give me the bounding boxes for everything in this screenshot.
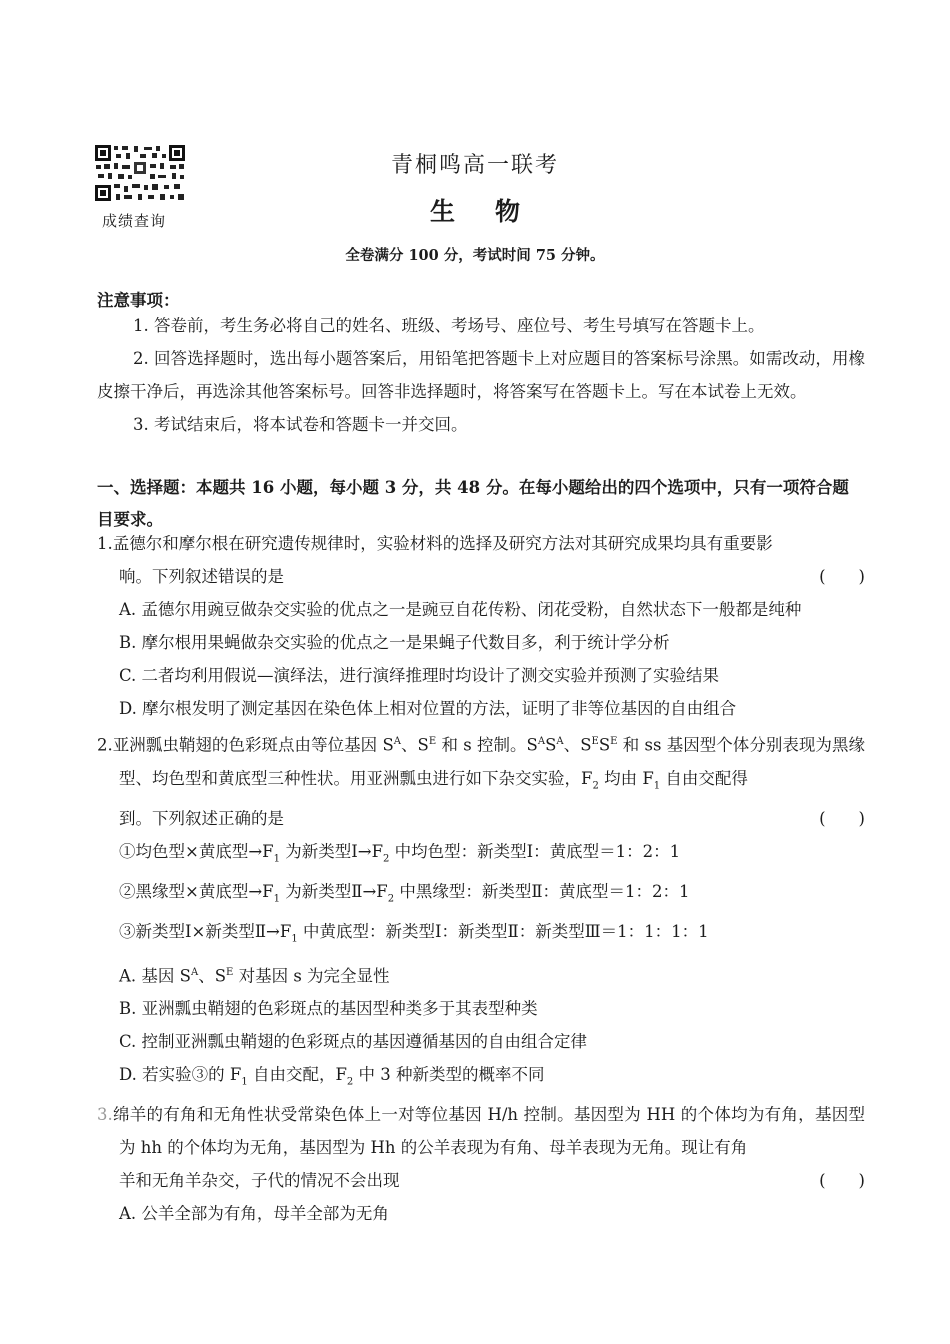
exam-title: 青桐鸣高一联考 <box>390 153 559 178</box>
experiment-2: ②黑缘型×黄底型$\to F_1$ 为新类型$Ⅱ\to F_2$ 中黑缘型：新类型Ⅱ：黄底型＝1：2：1 <box>119 882 690 905</box>
stem-text: 羊和无角羊杂交，子代的情况不会出现 <box>119 1171 400 1191</box>
generation-subscript: 2 <box>592 779 599 791</box>
question-stem <box>97 1098 865 1164</box>
allele-superscript: E <box>610 736 618 747</box>
answer-blank: ( ) <box>819 567 865 586</box>
answer-blank: ( ) <box>819 808 865 828</box>
stem-text: S <box>598 735 611 755</box>
question-stem-text: 绵羊的有角和无角性状受常染色体上一对等位基因 H/h 控制。基因型为 HH 的个体均为有角，基因型为 hh 的个体均为无角，基因型为 Hh 的公羊表现为有角、母羊表现为无角。现让有角 <box>112 1105 865 1158</box>
option-c: C. 控制亚洲瓢虫鞘翅的色彩斑点的基因遵循基因的自由组合定律 <box>119 1032 588 1052</box>
notice-item: 3. 考试结束后，将本试卷和答题卡一并交回。 <box>133 415 468 434</box>
allele-superscript: A <box>393 736 401 747</box>
stem-text: 到。下列叙述正确的是 <box>119 808 284 828</box>
question-number: 2. <box>97 735 113 755</box>
qr-caption: 成绩查询 <box>102 212 167 230</box>
question-stem-end <box>97 560 865 593</box>
option-a: A. 孟德尔用豌豆做杂交实验的优点之一是豌豆自花传粉、闭花受粉，自然状态下一般都是纯种 <box>119 600 802 619</box>
notice-item: 1. 答卷前，考生务必将自己的姓名、班级、考场号、座位号、考生号填写在答题卡上。 <box>133 316 765 335</box>
option-b: B. 摩尔根用果蝇做杂交实验的优点之一是果蝇子代数目多，利于统计学分析 <box>119 633 670 652</box>
stem-text: 均由 F <box>598 768 654 788</box>
allele-superscript: E <box>428 736 437 747</box>
experiment-3: ③新类型Ⅰ×新类型$Ⅱ\to F_1$ 中黄底型：新类型Ⅰ：新类型Ⅱ：新类型Ⅲ＝1：1：1：1 <box>119 922 709 945</box>
answer-blank: ( ) <box>819 1171 865 1191</box>
section-title: 一、选择题：本题共 16 小题，每小题 3 分，共 48 分。在每小题给出的四个选项中，只有一项符合题目要求。 <box>97 478 849 529</box>
stem-text: 和 s 控制。S <box>436 735 538 755</box>
question-stem-end <box>97 802 865 835</box>
stem-text: 和 ss 基因型个体分别表现为黑缘型、均色型和黄底型三种性状。用亚洲瓢虫进行如下杂交实验，F <box>119 735 865 788</box>
allele-superscript: A <box>556 736 564 747</box>
question-number: 1. <box>97 534 113 553</box>
question-1 <box>97 527 865 725</box>
notice-item: 2. 回答选择题时，选出每小题答案后，用铅笔把答题卡上对应题目的答案标号涂黑。如需改动，用橡皮擦干净后，再选涂其他答案标号。回答非选择题时，将答案写在答题卡上。写在本试卷上无效。 <box>97 349 865 401</box>
question-stem-text: 响。下列叙述错误的是 <box>119 567 284 586</box>
notice-list <box>97 309 865 441</box>
question-number: 3. <box>97 1105 113 1125</box>
question-list <box>97 527 865 1230</box>
question-stem <box>97 527 865 560</box>
stem-text: 、S <box>563 735 592 755</box>
subject-title: 生物 <box>429 197 560 226</box>
option-c: C. 二者均利用假说—演绎法，进行演绎推理时均设计了测交实验并预测了实验结果 <box>119 666 720 685</box>
option-a: A. 公羊全部为有角，母羊全部为无角 <box>119 1204 389 1224</box>
allele-superscript: E <box>591 736 599 747</box>
generation-subscript: 1 <box>653 779 661 791</box>
option-d: D. 若实验③的 $F_1$ 自由交配，$F_2$ 中 3 种新类型的概率不同 <box>119 1065 545 1088</box>
stem-text: 自由交配得 <box>660 768 748 788</box>
question-stem <box>97 725 865 802</box>
stem-text: 亚洲瓢虫鞘翅的色彩斑点由等位基因 S <box>112 735 394 755</box>
option-a: A. 基因 $S^A$、$S^E$ 对基因 s 为完全显性 <box>119 966 390 986</box>
question-stem-end <box>97 1164 865 1197</box>
score-time-line: 全卷满分 100 分，考试时间 75 分钟。 <box>345 247 605 264</box>
allele-superscript: A <box>537 736 546 747</box>
option-d: D. 摩尔根发明了测定基因在染色体上相对位置的方法，证明了非等位基因的自由组合 <box>119 699 737 718</box>
question-2 <box>97 725 865 1098</box>
question-3 <box>97 1098 865 1230</box>
stem-text: S <box>545 735 557 755</box>
notice-title: 注意事项： <box>97 291 180 310</box>
stem-text: 、S <box>401 735 429 755</box>
option-b: B. 亚洲瓢虫鞘翅的色彩斑点的基因型种类多于其表型种类 <box>119 999 538 1019</box>
question-stem-text: 孟德尔和摩尔根在研究遗传规律时，实验材料的选择及研究方法对其研究成果均具有重要影 <box>112 534 773 553</box>
experiment-1: ①均色型×黄底型$\to F_1$ 为新类型$Ⅰ\to F_2$ 中均色型：新类型Ⅰ：黄底型＝1：2：1 <box>119 841 681 865</box>
